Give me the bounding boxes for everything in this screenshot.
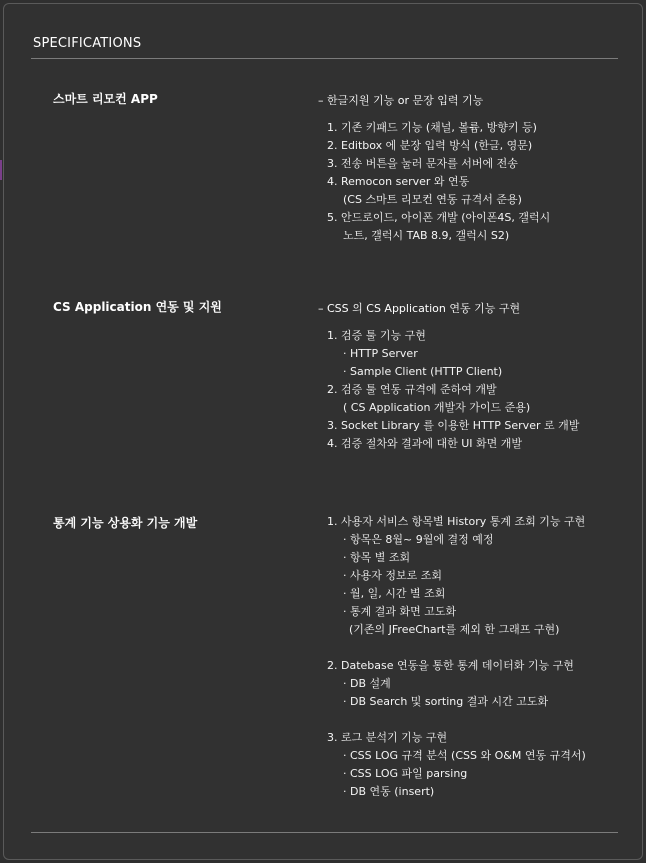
list-item: 노트, 갤럭시 TAB 8.9, 갤럭시 S2) [343, 229, 510, 242]
list-item: · CSS LOG 파일 parsing [343, 767, 468, 780]
top-divider [31, 58, 618, 59]
list-item: 3. 로그 분석기 기능 구현 [327, 731, 448, 744]
list-item: · 사용자 정보로 조회 [343, 569, 442, 582]
section-headline-smart-remote: – 한글지원 기능 or 문장 입력 기능 [318, 94, 484, 107]
list-item: 1. 검증 툴 기능 구현 [327, 329, 426, 342]
list-item: · DB Search 및 sorting 결과 시간 고도화 [343, 695, 549, 708]
section-title-cs-application: CS Application 연동 및 지원 [53, 300, 222, 314]
list-item: 5. 안드로이드, 아이폰 개발 (아이폰4S, 갤럭시 [327, 211, 551, 224]
list-item: · DB 연동 (insert) [343, 785, 435, 798]
bottom-divider [31, 832, 618, 833]
list-item: 2. Editbox 에 분장 입력 방식 (한글, 영문) [327, 139, 533, 152]
section-list-smart-remote [327, 119, 550, 245]
list-item: · HTTP Server [343, 347, 418, 360]
list-item: (CS 스마트 리모컨 연동 규격서 준용) [343, 193, 522, 206]
list-item: 4. Remocon server 와 연동 [327, 175, 470, 188]
list-item: · 항목은 8월~ 9월에 결정 예정 [343, 533, 494, 546]
list-item: · 월, 일, 시간 별 조회 [343, 587, 446, 600]
list-item: · DB 설계 [343, 677, 391, 690]
list-item: · 항목 별 조회 [343, 551, 411, 564]
section-title-smart-remote: 스마트 리모컨 APP [53, 92, 158, 106]
list-item: 1. 사용자 서비스 항목별 History 통계 조회 기능 구현 [327, 515, 586, 528]
section-list-statistics [327, 513, 586, 801]
list-item: ( CS Application 개발자 가이드 준용) [343, 401, 531, 414]
page-title: SPECIFICATIONS [33, 36, 142, 51]
list-item: 2. Datebase 연동을 통한 통계 데이터화 기능 구현 [327, 659, 574, 672]
list-item: 1. 기존 키패드 기능 (채널, 볼륨, 방향키 등) [327, 121, 537, 134]
section-headline-cs-application: – CSS 의 CS Application 연동 기능 구현 [318, 302, 521, 315]
section-title-statistics: 통계 기능 상용화 기능 개발 [53, 516, 198, 530]
list-item: 3. 전송 버튼을 눌러 문자를 서버에 전송 [327, 157, 518, 170]
list-item: · CSS LOG 규격 분석 (CSS 와 O&M 연동 규격서) [343, 749, 586, 762]
left-accent-mark [0, 160, 2, 180]
list-item: (기존의 JFreeChart를 제외 한 그래프 구현) [349, 623, 560, 636]
list-item: 2. 검증 툴 연동 규격에 준하여 개발 [327, 383, 497, 396]
list-item: 4. 검증 절차와 결과에 대한 UI 화면 개발 [327, 437, 523, 450]
list-item: · Sample Client (HTTP Client) [343, 365, 503, 378]
section-list-cs-application [327, 327, 579, 453]
list-item: · 통계 결과 화면 고도화 [343, 605, 457, 618]
list-item: 3. Socket Library 를 이용한 HTTP Server 로 개발 [327, 419, 580, 432]
